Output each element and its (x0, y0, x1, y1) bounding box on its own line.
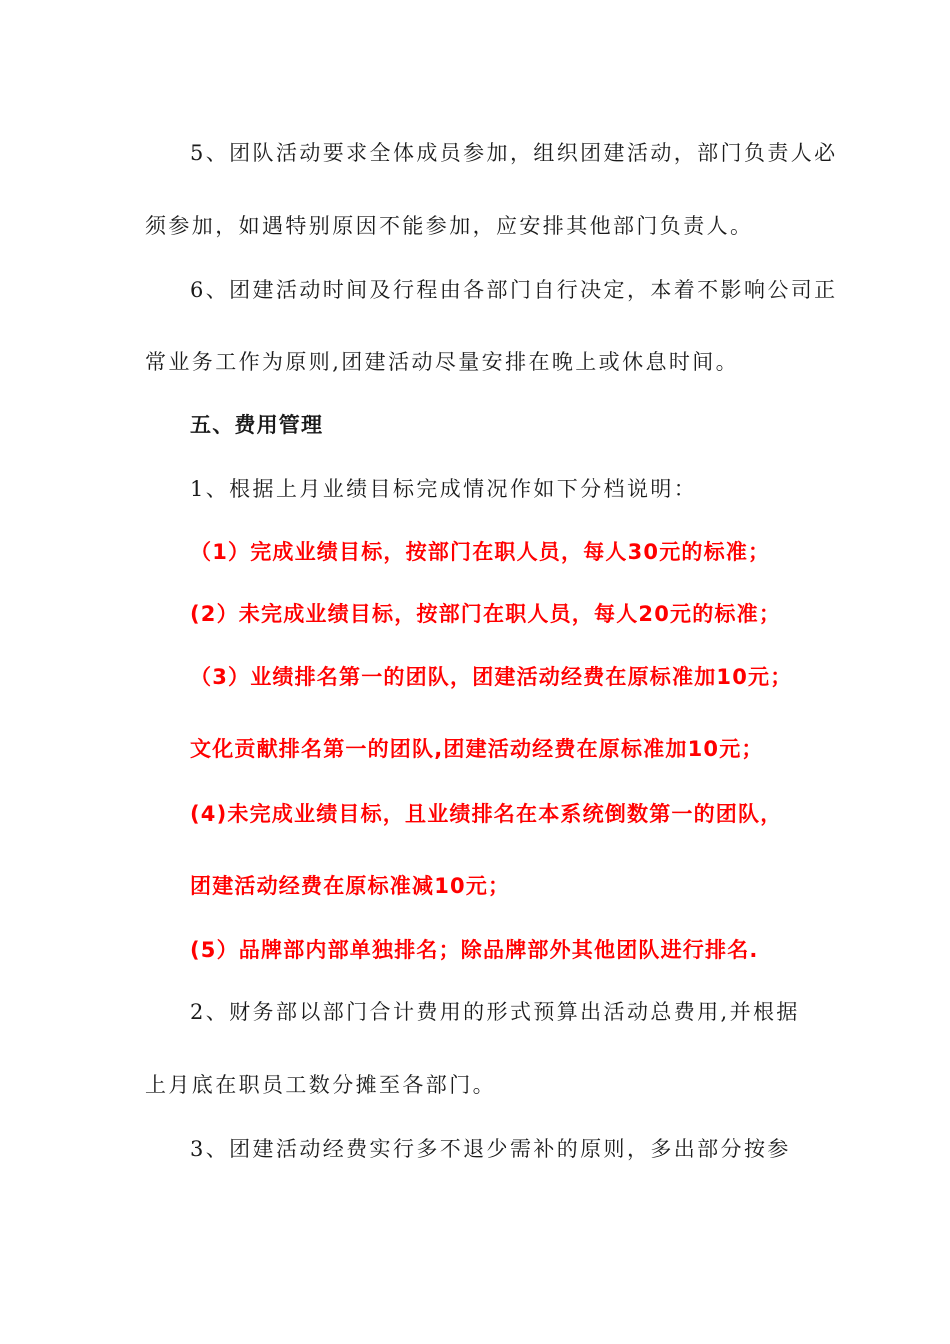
section-heading-expense-management: 五、费用管理 (190, 413, 324, 437)
paragraph-fee-item-3-line-1: 3、团建活动经费实行多不退少需补的原则，多出部分按参 (190, 1137, 791, 1161)
paragraph-item-5-line-1: 5、团队活动要求全体成员参加，组织团建活动，部门负责人必 (190, 141, 838, 165)
fee-tier-5: (5）品牌部内部单独排名；除品牌部外其他团队进行排名. (190, 938, 759, 962)
paragraph-item-6-line-2: 常业务工作为原则,团建活动尽量安排在晚上或休息时间。 (145, 350, 740, 374)
fee-tier-4-line-1: (4)未完成业绩目标，且业绩排名在本系统倒数第一的团队， (190, 802, 783, 826)
fee-tier-4-line-2: 团建活动经费在原标准减10元； (190, 874, 511, 898)
fee-tier-2: (2）未完成业绩目标，按部门在职人员，每人20元的标准； (190, 602, 782, 626)
fee-tier-3-line-2: 文化贡献排名第一的团队,团建活动经费在原标准加10元； (190, 737, 764, 761)
paragraph-fee-item-1: 1、根据上月业绩目标完成情况作如下分档说明： (190, 477, 698, 501)
paragraph-fee-item-2-line-1: 2、财务部以部门合计费用的形式预算出活动总费用,并根据 (190, 1000, 800, 1024)
paragraph-item-5-line-2: 须参加，如遇特别原因不能参加，应安排其他部门负责人。 (145, 214, 754, 238)
paragraph-item-6-line-1: 6、团建活动时间及行程由各部门自行决定，本着不影响公司正 (190, 278, 838, 302)
fee-tier-3-line-1: （3）业绩排名第一的团队，团建活动经费在原标准加10元； (190, 665, 793, 689)
paragraph-fee-item-2-line-2: 上月底在职员工数分摊至各部门。 (145, 1073, 496, 1097)
fee-tier-1: （1）完成业绩目标，按部门在职人员，每人30元的标准； (190, 540, 771, 564)
